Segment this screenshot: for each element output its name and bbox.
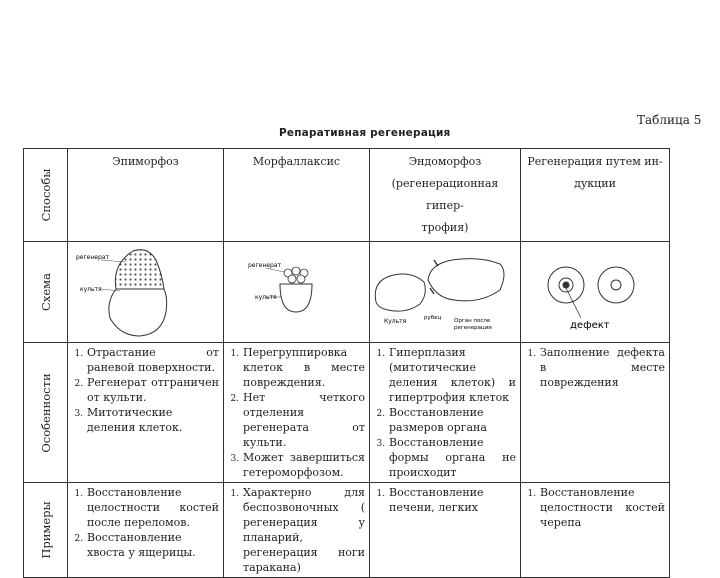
- row-head-features: Особенности: [24, 343, 68, 483]
- method-induction: Регенерация путем ин- дукции: [521, 149, 670, 242]
- row-head-methods: Способы: [24, 149, 68, 242]
- example-item: 1. Восстановление печени, легких: [388, 485, 516, 515]
- table-number-label: Таблица 5: [637, 113, 702, 127]
- methods-row: [24, 149, 670, 242]
- examples-morphallaxis: [224, 483, 370, 578]
- example-item: 1. Характерно для беспозвоночных ( регенерация у планарий, регенерация ноги таракана): [242, 485, 365, 575]
- feature-item: 3. Может завершиться гетероморфозом.: [242, 450, 365, 480]
- features-induction: [521, 343, 670, 483]
- feature-item: 1. Перегруппировка клеток в месте повреждения.: [242, 345, 365, 390]
- feature-item: 1. Гиперплазия (митотические деления клеток) и гипертрофия клеток: [388, 345, 516, 405]
- examples-epimorphosis: [68, 483, 224, 578]
- feature-item: 3. Восстановление формы органа не происходит: [388, 435, 516, 480]
- epimorphosis-diagram: [68, 242, 218, 338]
- examples-induction: [521, 483, 670, 578]
- endomorphosis-diagram: [370, 242, 521, 338]
- schema-row: [24, 242, 670, 343]
- schema-epimorphosis: [68, 242, 224, 343]
- feature-item: 1. Заполнение дефекта в месте повреждения: [539, 345, 665, 390]
- epi-stump-label: культя: [80, 286, 102, 293]
- features-morphallaxis: [224, 343, 370, 483]
- morphallaxis-diagram: [224, 242, 370, 338]
- endo-stump-label: Культя: [384, 318, 407, 325]
- feature-item: 2. Восстановление размеров органа: [388, 405, 516, 435]
- schema-endomorphosis: [370, 242, 521, 343]
- feature-item: 3. Митотические деления клеток.: [86, 405, 219, 435]
- schema-morphallaxis: [224, 242, 370, 343]
- induction-defect-label: дефект: [570, 320, 610, 331]
- examples-row: [24, 483, 670, 578]
- method-epimorphosis: Эпиморфоз: [68, 149, 224, 242]
- schema-induction: [521, 242, 670, 343]
- row-head-examples: Примеры: [24, 483, 68, 578]
- method-endomorphosis: Эндоморфоз (регенерационная гипер- трофия): [370, 149, 521, 242]
- row-head-schema: Схема: [24, 242, 68, 343]
- morph-stump-label: культя: [255, 294, 277, 301]
- features-row: [24, 343, 670, 483]
- morph-regenerate-label: регенерат: [248, 262, 281, 269]
- endo-scar-label: рубец: [424, 315, 442, 321]
- examples-endomorphosis: [370, 483, 521, 578]
- feature-item: 1. Отрастание от раневой поверхности.: [86, 345, 219, 375]
- features-epimorphosis: [68, 343, 224, 483]
- method-morphallaxis: Морфаллаксис: [224, 149, 370, 242]
- endo-organ-label: Орган после регенерации: [454, 318, 492, 331]
- example-item: 2. Восстановление хвоста у ящерицы.: [86, 530, 219, 560]
- induction-diagram: [521, 242, 670, 338]
- regeneration-table: [23, 148, 670, 578]
- example-item: 1. Восстановление целостности костей после переломов.: [86, 485, 219, 530]
- table-title: Репаративная регенерация: [279, 127, 451, 139]
- feature-item: 2. Нет четкого отделения регенерата от культи.: [242, 390, 365, 450]
- features-endomorphosis: [370, 343, 521, 483]
- example-item: 1. Восстановление целостности костей черепа: [539, 485, 665, 530]
- epi-regenerate-label: регенерат: [76, 254, 109, 261]
- feature-item: 2. Регенерат отграничен от культи.: [86, 375, 219, 405]
